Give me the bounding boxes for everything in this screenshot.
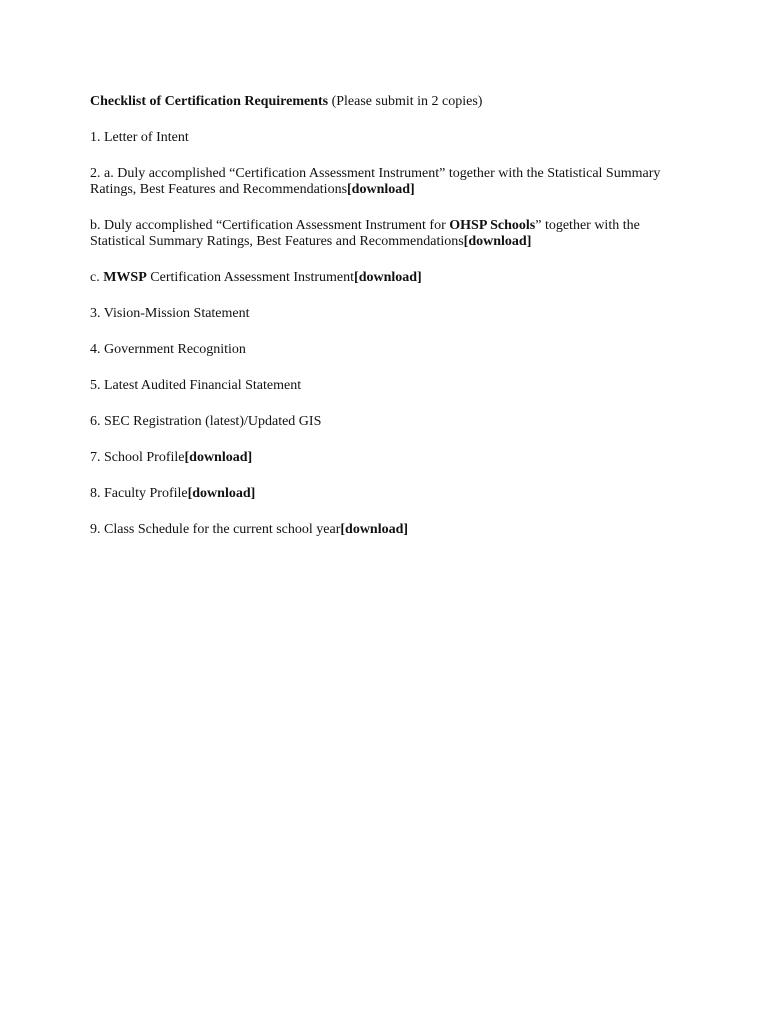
download-link-9[interactable]: [download] [340, 522, 409, 537]
item-1-text: 1. Letter of Intent [90, 130, 189, 145]
item-2c-text-bold: MWSP [103, 270, 147, 285]
item-2c-text-pre: c. [90, 270, 104, 285]
item-2a [90, 166, 680, 198]
item-5 [90, 378, 680, 394]
item-8-text: 8. Faculty Profile [90, 486, 188, 501]
item-6-text: 6. SEC Registration (latest)/Updated GIS [90, 414, 322, 429]
item-2b-text-bold: OHSP Schools [449, 218, 536, 233]
item-7 [90, 450, 680, 466]
item-2b-text-post: ” together with the Statistical Summary Ratings, Best Features and Recommendations [90, 218, 640, 249]
item-9 [90, 522, 680, 538]
title-heading: Checklist of Certification Requirements [90, 94, 329, 109]
item-8 [90, 486, 680, 502]
item-2b-text-pre: b. Duly accomplished “Certification Assessment Instrument for [90, 218, 450, 233]
item-6 [90, 414, 680, 430]
item-1 [90, 130, 680, 146]
item-7-text: 7. School Profile [90, 450, 185, 465]
download-link-7[interactable]: [download] [184, 450, 253, 465]
checklist-title [90, 94, 680, 110]
item-2a-text: 2. a. Duly accomplished “Certification Assessment Instrument” together with the Statistical Summary Ratings, Best Features and Recommendations [90, 166, 661, 197]
item-5-text: 5. Latest Audited Financial Statement [90, 378, 302, 393]
download-link-2c[interactable]: [download] [354, 270, 422, 285]
download-link-2a[interactable]: [download] [347, 182, 415, 197]
download-link-2b[interactable]: [download] [463, 234, 532, 249]
item-2c [90, 270, 680, 286]
download-link-8[interactable]: [download] [187, 486, 256, 501]
title-note: (Please submit in 2 copies) [328, 94, 483, 109]
item-4 [90, 342, 680, 358]
item-2b [90, 218, 680, 250]
item-2c-text-post: Certification Assessment Instrument [146, 270, 355, 285]
item-4-text: 4. Government Recognition [90, 342, 246, 357]
item-3-text: 3. Vision-Mission Statement [90, 306, 250, 321]
item-3 [90, 306, 680, 322]
checklist-content [90, 94, 680, 558]
item-9-text: 9. Class Schedule for the current school year [90, 522, 341, 537]
